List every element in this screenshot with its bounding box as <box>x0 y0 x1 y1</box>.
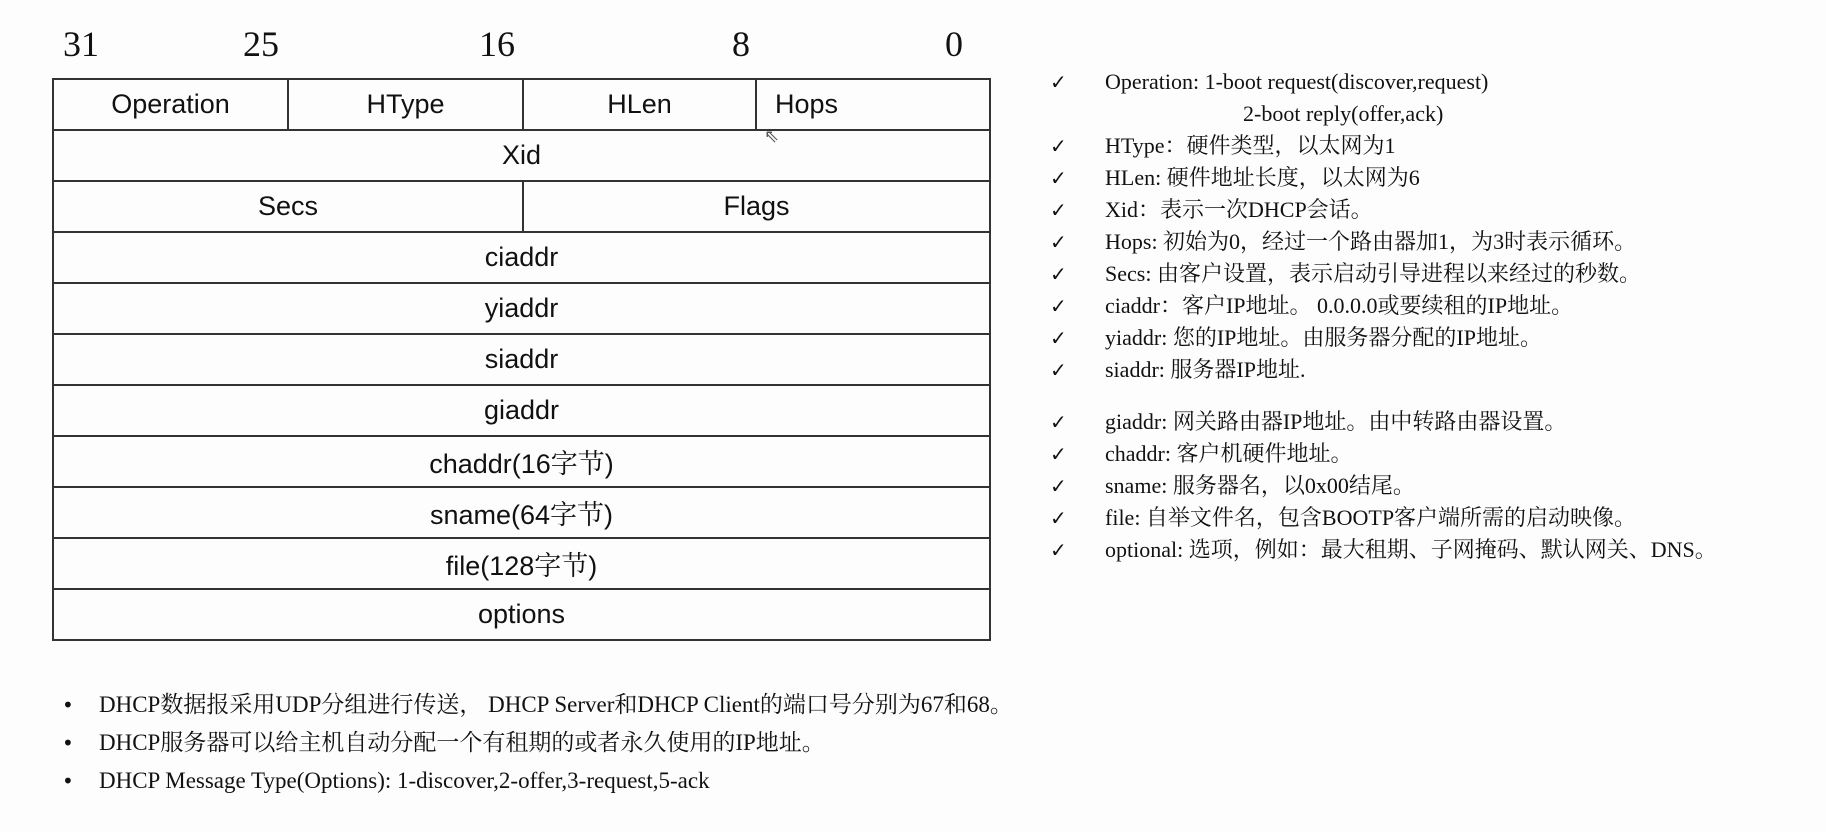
note-text: HType：硬件类型，以太网为1 <box>1105 133 1396 158</box>
field-file: file(128字节) <box>53 538 990 589</box>
field-hops: Hops <box>756 79 990 130</box>
field-yiaddr: yiaddr <box>53 283 990 334</box>
packet-row <box>53 589 990 640</box>
field-sname: sname(64字节) <box>53 487 990 538</box>
bullet-icon: • <box>62 693 74 717</box>
field-secs: Secs <box>53 181 523 232</box>
packet-row <box>53 232 990 283</box>
packet-row <box>53 334 990 385</box>
packet-row <box>53 181 990 232</box>
note-optional <box>1050 534 1810 566</box>
bit-position-25: 25 <box>243 24 279 64</box>
note-yiaddr <box>1050 322 1810 354</box>
checkmark-icon: ✓ <box>1050 358 1067 382</box>
note-hlen <box>1050 162 1810 194</box>
note-text: sname: 服务器名，以0x00结尾。 <box>1105 473 1415 498</box>
note-text: giaddr: 网关路由器IP地址。由中转路由器设置。 <box>1105 409 1567 434</box>
checkmark-icon: ✓ <box>1050 326 1067 350</box>
checkmark-icon: ✓ <box>1050 198 1067 222</box>
note-chaddr <box>1050 438 1810 470</box>
checkmark-icon: ✓ <box>1050 134 1067 158</box>
checkmark-icon: ✓ <box>1050 230 1067 254</box>
bullet-item <box>62 686 1013 724</box>
note-sname <box>1050 470 1810 502</box>
bullet-item <box>62 724 1013 762</box>
summary-bullets <box>62 686 1013 800</box>
note-giaddr <box>1050 406 1810 438</box>
field-siaddr: siaddr <box>53 334 990 385</box>
note-text: siaddr: 服务器IP地址. <box>1105 357 1306 382</box>
packet-row <box>53 487 990 538</box>
packet-row <box>53 283 990 334</box>
field-notes-list <box>1050 66 1810 566</box>
bit-position-31: 31 <box>63 24 99 64</box>
note-text: Operation: 1-boot request(discover,request) <box>1105 69 1489 94</box>
checkmark-icon: ✓ <box>1050 294 1067 318</box>
field-flags: Flags <box>523 181 990 232</box>
packet-row <box>53 130 990 181</box>
note-ciaddr <box>1050 290 1810 322</box>
checkmark-icon: ✓ <box>1050 410 1067 434</box>
field-htype: HType <box>288 79 523 130</box>
pointer-cursor-icon: ⇖ <box>764 126 780 147</box>
checkmark-icon: ✓ <box>1050 70 1067 94</box>
bullet-item <box>62 762 1013 800</box>
note-text: optional: 选项，例如：最大租期、子网掩码、默认网关、DNS。 <box>1105 537 1717 562</box>
field-operation: Operation <box>53 79 288 130</box>
field-ciaddr: ciaddr <box>53 232 990 283</box>
dhcp-packet-format-table <box>52 78 991 641</box>
bullet-text: DHCP服务器可以给主机自动分配一个有租期的或者永久使用的IP地址。 <box>99 730 825 755</box>
packet-row <box>53 385 990 436</box>
bullet-text: DHCP数据报采用UDP分组进行传送， DHCP Server和DHCP Client的端口号分别为67和68。 <box>99 692 1013 717</box>
field-chaddr: chaddr(16字节) <box>53 436 990 487</box>
bit-position-header <box>0 22 1000 72</box>
checkmark-icon: ✓ <box>1050 474 1067 498</box>
bit-position-8: 8 <box>732 24 750 64</box>
field-xid: Xid <box>53 130 990 181</box>
note-text: Hops: 初始为0，经过一个路由器加1，为3时表示循环。 <box>1105 229 1637 254</box>
note-text: Xid：表示一次DHCP会话。 <box>1105 197 1373 222</box>
note-text: chaddr: 客户机硬件地址。 <box>1105 441 1353 466</box>
note-hops <box>1050 226 1810 258</box>
note-file <box>1050 502 1810 534</box>
note-text: file: 自举文件名，包含BOOTP客户端所需的启动映像。 <box>1105 505 1637 530</box>
note-htype <box>1050 130 1810 162</box>
checkmark-icon: ✓ <box>1050 538 1067 562</box>
note-text: HLen: 硬件地址长度，以太网为6 <box>1105 165 1420 190</box>
note-text: ciaddr：客户IP地址。 0.0.0.0或要续租的IP地址。 <box>1105 293 1574 318</box>
bullet-icon: • <box>62 769 74 793</box>
field-options: options <box>53 589 990 640</box>
field-giaddr: giaddr <box>53 385 990 436</box>
field-hlen: HLen <box>523 79 756 130</box>
note-operation <box>1050 66 1810 130</box>
checkmark-icon: ✓ <box>1050 166 1067 190</box>
note-continuation: 2-boot reply(offer,ack) <box>1243 101 1444 126</box>
checkmark-icon: ✓ <box>1050 442 1067 466</box>
checkmark-icon: ✓ <box>1050 506 1067 530</box>
bullet-text: DHCP Message Type(Options): 1-discover,2-offer,3-request,5-ack <box>99 768 710 793</box>
note-xid <box>1050 194 1810 226</box>
note-siaddr <box>1050 354 1810 386</box>
packet-row <box>53 436 990 487</box>
checkmark-icon: ✓ <box>1050 262 1067 286</box>
note-text: Secs: 由客户设置，表示启动引导进程以来经过的秒数。 <box>1105 261 1641 286</box>
note-secs <box>1050 258 1810 290</box>
bullet-icon: • <box>62 731 74 755</box>
packet-row <box>53 538 990 589</box>
bit-position-16: 16 <box>479 24 515 64</box>
note-text: yiaddr: 您的IP地址。由服务器分配的IP地址。 <box>1105 325 1542 350</box>
bit-position-0: 0 <box>945 24 963 64</box>
packet-row <box>53 79 990 130</box>
